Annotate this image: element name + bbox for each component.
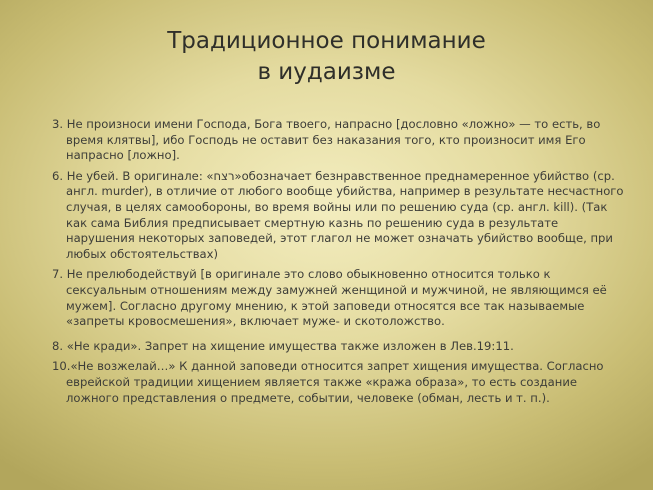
commandments-list: [52, 117, 627, 411]
list-item-10: 10.«Не возжелай…» К данной заповеди относится запрет хищения имущества. Согласно еврейской традиции хищением является также «кража образа», то есть создание ложного представления о предмете, событии, человеке (обман, лесть и т. п.).: [52, 359, 604, 405]
slide-title: [0, 26, 653, 88]
title-line-1: Традиционное понимание: [167, 28, 486, 54]
list-item-3: 3. Не произноси имени Господа, Бога твоего, напрасно [дословно «ложно» — то есть, во время клятвы], ибо Господь не оставит без наказания того, кто произносит имя Его напрасно [ложно].: [52, 117, 601, 163]
list-item-8: 8. «Не кради». Запрет на хищение имущества также изложен в Лев.19:11.: [52, 338, 514, 353]
list-item-7: 7. Не прелюбодействуй [в оригинале это слово обыкновенно относится только к сексуальным отношениям между замужней женщиной и мужчиной, не являющимся её мужем]. Согласно другому мнению, к этой заповеди относятся все так называемые «запреты кровосмешения», включает муже- и скотоложство.: [52, 267, 607, 329]
list-item-6: 6. Не убей. В оригинале: «רצח»обозначает безнравственное преднамеренное убийство (ср. англ. murder), в отличие от любого вообще убийства, например в результате несчастного случая, в целях самообороны, во время войны или по решению суда (ср. англ. kill). (Так как сама Библия предписывает смертную казнь по решению суда в результате нарушения некоторых заповедей, этот глагол не может означать убийство вообще, при любых обстоятельствах): [52, 168, 624, 261]
title-line-2: в иудаизме: [257, 59, 396, 85]
